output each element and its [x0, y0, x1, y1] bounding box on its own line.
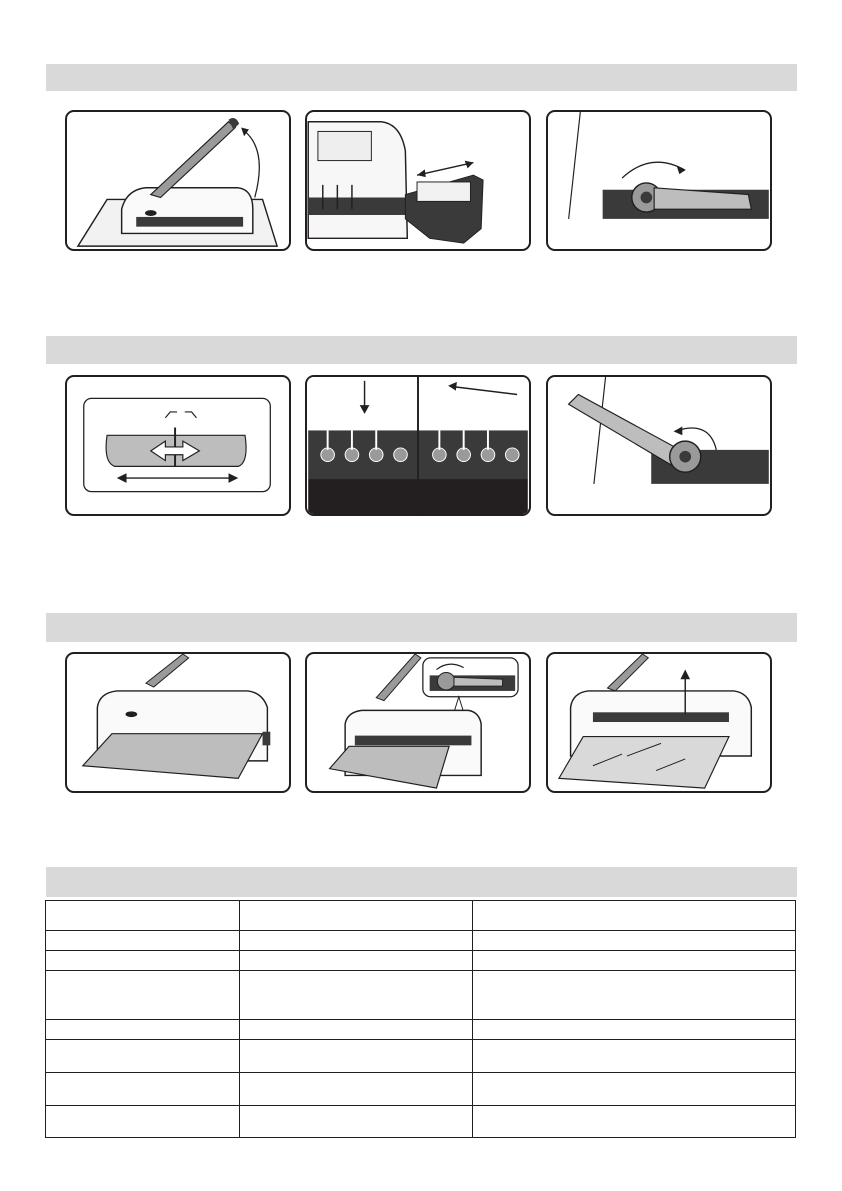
table-cell: [239, 931, 473, 951]
table-cell: [46, 1073, 240, 1106]
table-row: [46, 1073, 796, 1106]
paper-punch-illustration: [67, 654, 289, 791]
table-cell: [473, 1073, 796, 1106]
section-header-3: [46, 613, 797, 642]
table-cell: [239, 1020, 473, 1040]
illustration-3-2: [305, 652, 531, 793]
lever-return-illustration: [548, 377, 770, 514]
illustration-1-3: [546, 110, 772, 251]
illustration-1-2: [305, 110, 531, 251]
comb-spine-width-illustration: [67, 377, 289, 514]
illustration-2-2: [305, 375, 531, 516]
remove-document-illustration: [548, 654, 770, 791]
spec-table: [45, 900, 796, 1138]
section-header-1: [46, 64, 797, 91]
table-cell: [239, 901, 473, 931]
table-cell: [239, 1073, 473, 1106]
table-cell: [239, 1040, 473, 1073]
section-header-2: [46, 336, 797, 364]
table-cell: [239, 951, 473, 971]
table-row: [46, 1020, 796, 1040]
table-cell: [46, 901, 240, 931]
section-title-1: [46, 64, 797, 76]
table-row: [46, 1106, 796, 1138]
section-header-4: [46, 867, 797, 897]
lever-press-illustration: [307, 654, 529, 791]
table-row: [46, 931, 796, 951]
table-cell: [473, 1020, 796, 1040]
machine-lever-raised-illustration: [67, 112, 289, 249]
illustration-3-1: [65, 652, 291, 793]
illustration-2-1: [65, 375, 291, 516]
section-title-4: [46, 867, 797, 879]
table-cell: [473, 971, 796, 1020]
table-cell: [473, 931, 796, 951]
section-title-2: [46, 336, 797, 348]
table-cell: [473, 1040, 796, 1073]
table-cell: [46, 931, 240, 951]
table-row: [46, 971, 796, 1020]
comb-insert-illustration: [307, 377, 529, 514]
table-cell: [473, 901, 796, 931]
section-title-3: [46, 613, 797, 625]
comb-holder-adjust-illustration: [307, 112, 529, 249]
table-cell: [473, 1106, 796, 1138]
illustration-2-3: [546, 375, 772, 516]
table-cell: [46, 951, 240, 971]
table-cell: [46, 971, 240, 1020]
table-cell: [239, 971, 473, 1020]
table-cell: [239, 1106, 473, 1138]
illustration-3-3: [546, 652, 772, 793]
table-cell: [46, 1040, 240, 1073]
table-row: [46, 951, 796, 971]
table-cell: [473, 951, 796, 971]
table-cell: [46, 1020, 240, 1040]
table-row: [46, 901, 796, 931]
table-cell: [46, 1106, 240, 1138]
illustration-1-1: [65, 110, 291, 251]
table-row: [46, 1040, 796, 1073]
lever-rotate-illustration: [548, 112, 770, 249]
